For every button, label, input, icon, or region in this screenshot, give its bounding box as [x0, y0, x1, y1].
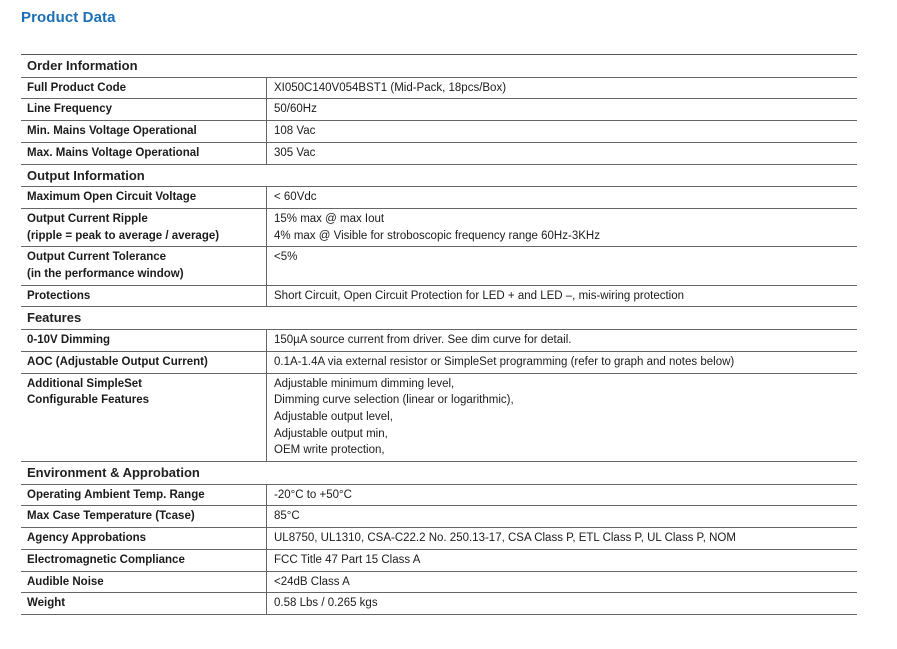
row-value-line: -20°C to +50°C	[274, 488, 352, 501]
product-data-table	[21, 54, 857, 615]
page-title: Product Data	[21, 9, 116, 26]
section-heading: Features	[21, 307, 857, 330]
row-label	[21, 593, 267, 615]
row-label-line: Configurable Features	[27, 394, 150, 407]
table-row	[21, 593, 857, 615]
row-label-line: Line Frequency	[27, 103, 112, 116]
row-label-line: Audible Noise	[27, 575, 104, 588]
row-value	[267, 506, 858, 528]
table-row	[21, 528, 857, 550]
row-value	[267, 208, 858, 246]
row-label-line: Output Current Ripple	[27, 212, 148, 225]
row-label	[21, 247, 267, 285]
row-label-line: Max. Mains Voltage Operational	[27, 146, 200, 159]
row-label-line: (ripple = peak to average / average)	[27, 229, 220, 242]
row-value-line: <24dB Class A	[274, 575, 350, 588]
row-value-line: Adjustable minimum dimming level,	[274, 377, 455, 390]
row-label	[21, 187, 267, 209]
table-row	[21, 187, 857, 209]
row-value-line: XI050C140V054BST1 (Mid-Pack, 18pcs/Box)	[274, 81, 507, 94]
section-header	[21, 307, 857, 330]
row-label-line: Max Case Temperature (Tcase)	[27, 510, 195, 523]
row-value	[267, 77, 858, 99]
row-value	[267, 142, 858, 164]
row-value	[267, 549, 858, 571]
row-value	[267, 528, 858, 550]
row-label-line: (in the performance window)	[27, 268, 184, 281]
table-row	[21, 77, 857, 99]
row-label	[21, 330, 267, 352]
table-row	[21, 142, 857, 164]
row-label	[21, 528, 267, 550]
row-value	[267, 99, 858, 121]
row-value-line: <5%	[274, 251, 298, 264]
row-value-line: 15% max @ max Iout	[274, 212, 385, 225]
row-value	[267, 187, 858, 209]
row-label	[21, 506, 267, 528]
table-row	[21, 247, 857, 285]
table-row	[21, 549, 857, 571]
row-label	[21, 142, 267, 164]
table-row	[21, 330, 857, 352]
row-label-line: Electromagnetic Compliance	[27, 553, 185, 566]
table-row	[21, 484, 857, 506]
table-row	[21, 571, 857, 593]
row-label	[21, 121, 267, 143]
row-label-line: Protections	[27, 289, 91, 302]
row-value	[267, 351, 858, 373]
table-row	[21, 99, 857, 121]
section-header	[21, 164, 857, 187]
row-label-line: Full Product Code	[27, 81, 127, 94]
row-label-line: Maximum Open Circuit Voltage	[27, 191, 197, 204]
row-label	[21, 99, 267, 121]
row-label	[21, 351, 267, 373]
section-header	[21, 55, 857, 78]
table-row	[21, 506, 857, 528]
row-value-line: 0.58 Lbs / 0.265 kgs	[274, 597, 378, 610]
row-label	[21, 285, 267, 307]
row-label-line: Output Current Tolerance	[27, 251, 167, 264]
section-header	[21, 462, 857, 485]
row-value	[267, 571, 858, 593]
row-label-line: Min. Mains Voltage Operational	[27, 125, 197, 138]
row-label	[21, 571, 267, 593]
row-value-line: Dimming curve selection (linear or logarithmic),	[274, 394, 514, 407]
row-label-line: 0-10V Dimming	[27, 334, 111, 347]
row-value-line: 305 Vac	[274, 146, 316, 159]
table-row	[21, 373, 857, 462]
table-row	[21, 121, 857, 143]
row-value-line: 150µA source current from driver. See dim curve for detail.	[274, 334, 572, 347]
row-value-line: 108 Vac	[274, 125, 316, 138]
row-value	[267, 593, 858, 615]
row-label	[21, 373, 267, 462]
row-value-line: < 60Vdc	[274, 191, 317, 204]
row-value-line: 50/60Hz	[274, 103, 317, 116]
row-value-line: Short Circuit, Open Circuit Protection for LED + and LED –, mis-wiring protection	[274, 289, 685, 302]
row-label	[21, 208, 267, 246]
row-label-line: Agency Approbations	[27, 532, 147, 545]
row-label-line: Additional SimpleSet	[27, 377, 143, 390]
section-heading: Environment & Approbation	[21, 462, 857, 485]
row-label-line: Weight	[27, 597, 66, 610]
section-heading: Output Information	[21, 164, 857, 187]
row-value-line: 0.1A-1.4A via external resistor or SimpleSet programming (refer to graph and notes below)	[274, 355, 735, 368]
row-value	[267, 484, 858, 506]
table-row	[21, 208, 857, 246]
row-value	[267, 285, 858, 307]
row-value-line: 4% max @ Visible for stroboscopic frequency range 60Hz-3KHz	[274, 229, 600, 242]
row-label	[21, 549, 267, 571]
row-value	[267, 247, 858, 285]
row-value	[267, 373, 858, 462]
row-label-line: Operating Ambient Temp. Range	[27, 488, 205, 501]
row-value-line: 85°C	[274, 510, 300, 523]
row-value-line: OEM write protection,	[274, 444, 385, 457]
row-value-line: Adjustable output level,	[274, 410, 393, 423]
section-heading: Order Information	[21, 55, 857, 78]
row-value-line: UL8750, UL1310, CSA-C22.2 No. 250.13-17, CSA Class P, ETL Class P, UL Class P, NOM	[274, 532, 736, 545]
row-label-line: AOC (Adjustable Output Current)	[27, 355, 208, 368]
table-row	[21, 351, 857, 373]
row-value-line: Adjustable output min,	[274, 427, 388, 440]
row-value-line: FCC Title 47 Part 15 Class A	[274, 553, 421, 566]
row-value	[267, 121, 858, 143]
row-label	[21, 77, 267, 99]
row-label	[21, 484, 267, 506]
row-value	[267, 330, 858, 352]
table-row	[21, 285, 857, 307]
